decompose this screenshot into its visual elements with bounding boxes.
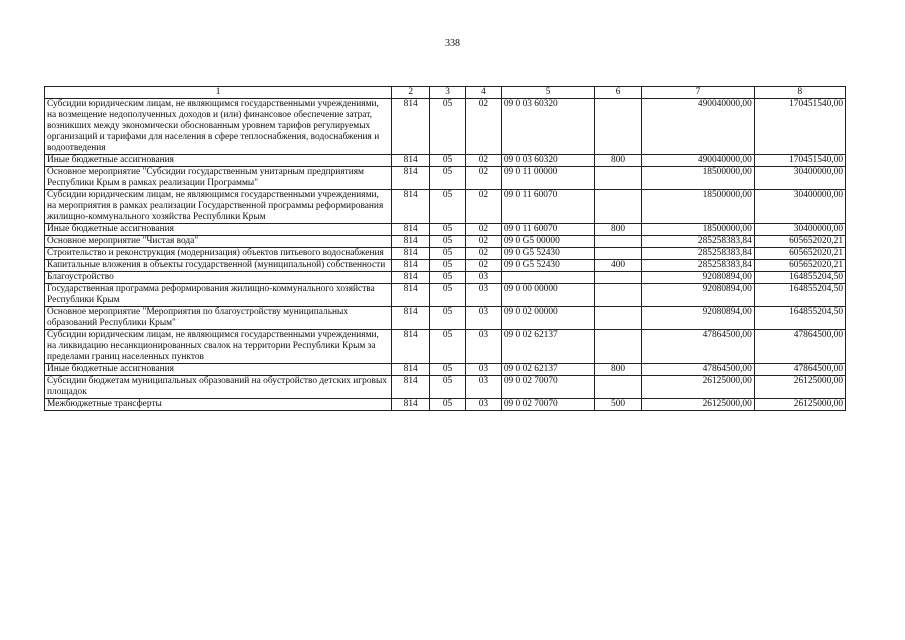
row-section-cell: 05	[430, 224, 466, 236]
row-amount-year1-cell: 47864500,00	[642, 330, 755, 364]
row-grbs-cell: 814	[392, 190, 430, 224]
column-header: 8	[754, 87, 845, 99]
row-name-cell: Основное мероприятие "Чистая вода"	[45, 236, 392, 248]
row-grbs-cell: 814	[392, 236, 430, 248]
row-section-cell: 05	[430, 376, 466, 399]
table-row	[45, 272, 846, 284]
page-number: 338	[445, 38, 460, 49]
row-target-article-cell: 09 0 G5 52430	[501, 260, 594, 272]
row-target-article-cell: 09 0 11 60070	[501, 224, 594, 236]
row-amount-year2-cell: 30400000,00	[754, 167, 845, 190]
row-section-cell: 05	[430, 330, 466, 364]
row-expense-type-cell: 800	[595, 155, 642, 167]
column-header-row	[45, 87, 846, 99]
row-amount-year2-cell: 605652020,21	[754, 260, 845, 272]
row-amount-year2-cell: 26125000,00	[754, 376, 845, 399]
row-amount-year2-cell: 30400000,00	[754, 190, 845, 224]
table-row	[45, 376, 846, 399]
row-amount-year1-cell: 92080894,00	[642, 284, 755, 307]
table-row	[45, 399, 846, 411]
row-grbs-cell: 814	[392, 167, 430, 190]
table-row	[45, 284, 846, 307]
row-amount-year1-cell: 490040000,00	[642, 155, 755, 167]
row-target-article-cell: 09 0 02 70070	[501, 376, 594, 399]
row-subsection-cell: 03	[465, 272, 501, 284]
row-grbs-cell: 814	[392, 224, 430, 236]
row-amount-year1-cell: 18500000,00	[642, 224, 755, 236]
row-amount-year1-cell: 285258383,84	[642, 260, 755, 272]
row-expense-type-cell: 800	[595, 364, 642, 376]
row-amount-year2-cell: 26125000,00	[754, 399, 845, 411]
row-amount-year2-cell: 47864500,00	[754, 364, 845, 376]
row-name-cell: Субсидии юридическим лицам, не являющимся государственными учреждениями, на возмещение недополученных доходов и (или) финансовое обеспечение затрат, возникших между экономически обоснованным уровнем тарифов регулируемых организаций и тарифами для населения в сфере теплоснабжения, водоснабжения и водоотведения	[45, 99, 392, 155]
row-grbs-cell: 814	[392, 248, 430, 260]
row-subsection-cell: 02	[465, 260, 501, 272]
row-target-article-cell: 09 0 02 70070	[501, 399, 594, 411]
row-target-article-cell: 09 0 02 62137	[501, 330, 594, 364]
row-amount-year2-cell: 164855204,50	[754, 307, 845, 330]
column-header: 1	[45, 87, 392, 99]
row-target-article-cell: 09 0 03 60320	[501, 155, 594, 167]
table-row	[45, 364, 846, 376]
row-target-article-cell: 09 0 02 00000	[501, 307, 594, 330]
table-row	[45, 155, 846, 167]
column-header: 3	[430, 87, 466, 99]
row-section-cell: 05	[430, 99, 466, 155]
row-name-cell: Субсидии юридическим лицам, не являющимся государственными учреждениями, на мероприятия в рамках реализации Государственной программы реформирования жилищно-коммунального хозяйства Республики Крым	[45, 190, 392, 224]
row-amount-year2-cell: 170451540,00	[754, 99, 845, 155]
row-expense-type-cell	[595, 307, 642, 330]
row-subsection-cell: 02	[465, 155, 501, 167]
row-amount-year1-cell: 18500000,00	[642, 190, 755, 224]
table-row	[45, 236, 846, 248]
row-grbs-cell: 814	[392, 155, 430, 167]
row-expense-type-cell: 400	[595, 260, 642, 272]
row-grbs-cell: 814	[392, 284, 430, 307]
column-header: 6	[595, 87, 642, 99]
table-row	[45, 330, 846, 364]
table-row	[45, 190, 846, 224]
table-body	[45, 99, 846, 411]
row-subsection-cell: 03	[465, 376, 501, 399]
row-expense-type-cell	[595, 190, 642, 224]
row-expense-type-cell	[595, 272, 642, 284]
row-grbs-cell: 814	[392, 376, 430, 399]
row-subsection-cell: 02	[465, 248, 501, 260]
row-expense-type-cell	[595, 236, 642, 248]
table-row	[45, 224, 846, 236]
table-row	[45, 248, 846, 260]
row-section-cell: 05	[430, 284, 466, 307]
row-name-cell: Основное мероприятие "Мероприятия по благоустройству муниципальных образований Республики Крым"	[45, 307, 392, 330]
row-amount-year1-cell: 26125000,00	[642, 399, 755, 411]
row-subsection-cell: 02	[465, 190, 501, 224]
table-row	[45, 260, 846, 272]
column-header: 7	[642, 87, 755, 99]
row-amount-year1-cell: 18500000,00	[642, 167, 755, 190]
row-target-article-cell: 09 0 11 60070	[501, 190, 594, 224]
table-row	[45, 99, 846, 155]
row-subsection-cell: 02	[465, 99, 501, 155]
row-amount-year1-cell: 285258383,84	[642, 236, 755, 248]
row-target-article-cell: 09 0 03 60320	[501, 99, 594, 155]
row-grbs-cell: 814	[392, 364, 430, 376]
row-section-cell: 05	[430, 155, 466, 167]
row-section-cell: 05	[430, 236, 466, 248]
row-amount-year2-cell: 30400000,00	[754, 224, 845, 236]
row-name-cell: Иные бюджетные ассигнования	[45, 224, 392, 236]
row-amount-year1-cell: 92080894,00	[642, 307, 755, 330]
row-target-article-cell: 09 0 G5 00000	[501, 236, 594, 248]
table-row	[45, 307, 846, 330]
row-name-cell: Благоустройство	[45, 272, 392, 284]
row-name-cell: Межбюджетные трансферты	[45, 399, 392, 411]
row-name-cell: Субсидии бюджетам муниципальных образований на обустройство детских игровых площадок	[45, 376, 392, 399]
row-amount-year1-cell: 490040000,00	[642, 99, 755, 155]
row-amount-year2-cell: 605652020,21	[754, 248, 845, 260]
row-expense-type-cell	[595, 376, 642, 399]
row-section-cell: 05	[430, 272, 466, 284]
row-expense-type-cell	[595, 167, 642, 190]
table-row	[45, 167, 846, 190]
row-amount-year1-cell: 92080894,00	[642, 272, 755, 284]
row-expense-type-cell: 500	[595, 399, 642, 411]
row-grbs-cell: 814	[392, 99, 430, 155]
row-section-cell: 05	[430, 307, 466, 330]
row-subsection-cell: 02	[465, 224, 501, 236]
row-expense-type-cell	[595, 284, 642, 307]
row-target-article-cell	[501, 272, 594, 284]
row-amount-year1-cell: 47864500,00	[642, 364, 755, 376]
row-section-cell: 05	[430, 260, 466, 272]
row-target-article-cell: 09 0 02 62137	[501, 364, 594, 376]
row-target-article-cell: 09 0 00 00000	[501, 284, 594, 307]
column-header: 2	[392, 87, 430, 99]
row-amount-year2-cell: 605652020,21	[754, 236, 845, 248]
row-name-cell: Субсидии юридическим лицам, не являющимся государственными учреждениями, на ликвидацию несанкционированных свалок на территории Республики Крым за пределами границ населенных пунктов	[45, 330, 392, 364]
row-name-cell: Строительство и реконструкция (модернизация) объектов питьевого водоснабжения	[45, 248, 392, 260]
row-subsection-cell: 03	[465, 307, 501, 330]
row-grbs-cell: 814	[392, 260, 430, 272]
row-section-cell: 05	[430, 364, 466, 376]
row-subsection-cell: 03	[465, 284, 501, 307]
row-grbs-cell: 814	[392, 307, 430, 330]
row-grbs-cell: 814	[392, 330, 430, 364]
row-subsection-cell: 02	[465, 236, 501, 248]
row-expense-type-cell	[595, 248, 642, 260]
row-name-cell: Иные бюджетные ассигнования	[45, 364, 392, 376]
row-section-cell: 05	[430, 190, 466, 224]
row-section-cell: 05	[430, 248, 466, 260]
column-header: 5	[501, 87, 594, 99]
budget-table	[44, 86, 846, 411]
row-expense-type-cell	[595, 99, 642, 155]
row-expense-type-cell: 800	[595, 224, 642, 236]
row-grbs-cell: 814	[392, 272, 430, 284]
row-section-cell: 05	[430, 399, 466, 411]
row-amount-year2-cell: 164855204,50	[754, 272, 845, 284]
row-subsection-cell: 02	[465, 167, 501, 190]
row-subsection-cell: 03	[465, 330, 501, 364]
row-amount-year1-cell: 285258383,84	[642, 248, 755, 260]
row-amount-year2-cell: 164855204,50	[754, 284, 845, 307]
row-section-cell: 05	[430, 167, 466, 190]
row-name-cell: Государственная программа реформирования жилищно-коммунального хозяйства Республики Крым	[45, 284, 392, 307]
row-name-cell: Капитальные вложения в объекты государственной (муниципальной) собственности	[45, 260, 392, 272]
column-header: 4	[465, 87, 501, 99]
row-name-cell: Иные бюджетные ассигнования	[45, 155, 392, 167]
row-target-article-cell: 09 0 G5 52430	[501, 248, 594, 260]
row-name-cell: Основное мероприятие "Субсидии государственным унитарным предприятиям Республики Крым в рамках реализации Программы"	[45, 167, 392, 190]
row-amount-year1-cell: 26125000,00	[642, 376, 755, 399]
row-subsection-cell: 03	[465, 364, 501, 376]
row-amount-year2-cell: 170451540,00	[754, 155, 845, 167]
row-grbs-cell: 814	[392, 399, 430, 411]
row-amount-year2-cell: 47864500,00	[754, 330, 845, 364]
row-expense-type-cell	[595, 330, 642, 364]
row-subsection-cell: 03	[465, 399, 501, 411]
row-target-article-cell: 09 0 11 00000	[501, 167, 594, 190]
